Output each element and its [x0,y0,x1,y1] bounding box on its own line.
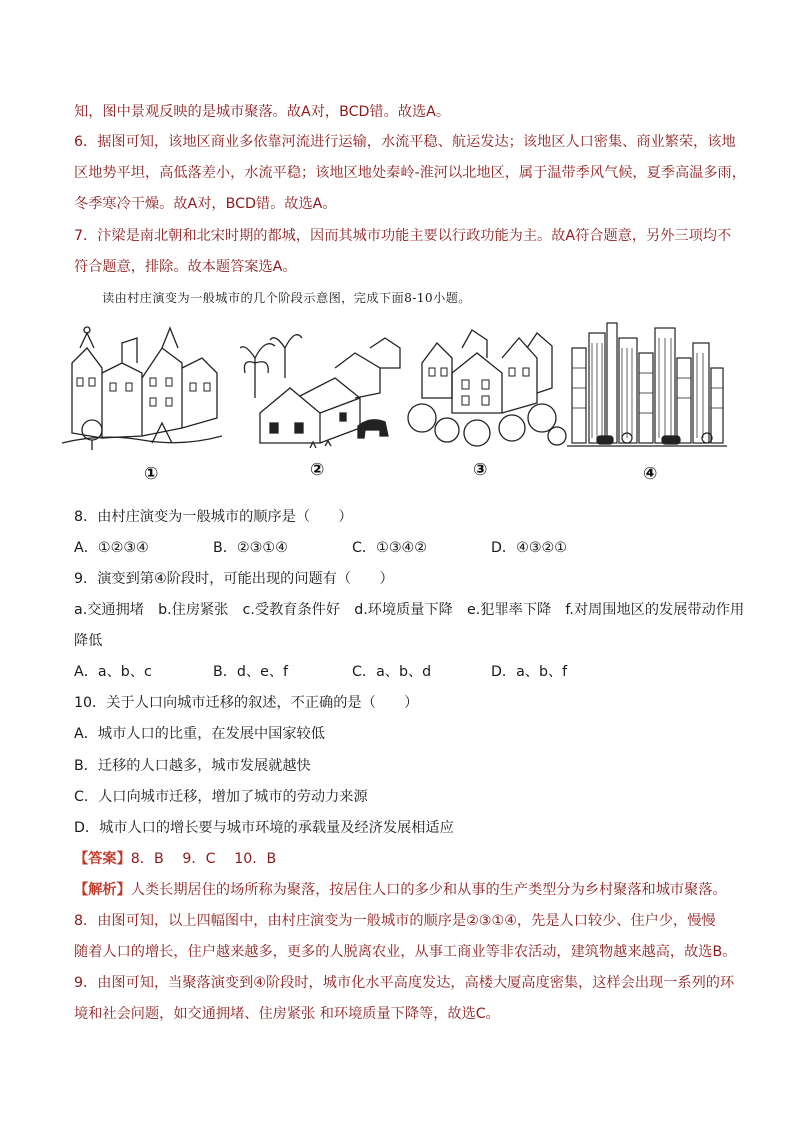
q9-option-c[interactable]: C．a、b、d [352,664,432,680]
q8-option-b[interactable]: B．②③①④ [213,540,288,556]
q10-option-d[interactable]: D．城市人口的增长要与城市环境的承载量及经济发展相适应 [74,820,454,836]
answer-tag: 【答案】 [74,851,131,867]
stage-3-figure [407,318,567,498]
village-sketch-icon [240,318,405,458]
explanation-q9-line-1: 9．由图可知，当聚落演变到④阶段时，城市化水平高度发达，高楼大厦高度密集，这样会出现一系列的环 [74,975,735,991]
figure-intro: 读由村庄演变为一般城市的几个阶段示意图，完成下面8-10小题。 [102,291,471,305]
explanation-q8-line-1: 8．由图可知，以上四幅图中，由村庄演变为一般城市的顺序是②③①④，先是人口较少、住户少，慢慢 [74,913,716,929]
q9-stem: 9．演变到第④阶段时，可能出现的问题有（ ） [74,571,394,587]
q8-option-c[interactable]: C．①③④② [352,540,427,556]
q9-option-b[interactable]: B．d、e、f [213,664,289,680]
stage-1-figure [62,318,222,498]
analysis-line-1: 知，图中景观反映的是城市聚落。故A对，BCD错。故选A。 [74,104,451,120]
stage-2-figure [240,318,400,498]
stage-4-figure [567,318,727,498]
q8-stem: 8．由村庄演变为一般城市的顺序是（ ） [74,509,353,525]
stage-label-3: ③ [473,460,488,480]
q10-option-a[interactable]: A．城市人口的比重，在发展中国家较低 [74,726,325,742]
explanation-line [74,880,727,900]
q8-option-d[interactable]: D．④③②① [491,540,567,556]
analysis-q6-line-1: 6．据图可知，该地区商业多依靠河流进行运输，水流平稳、航运发达；该地区人口密集、商业繁荣，该地 [74,134,736,150]
stage-label-1: ① [144,464,159,484]
q9-option-d[interactable]: D．a、b、f [491,664,568,680]
analysis-q7-line-2: 符合题意，排除。故本题答案选A。 [74,259,297,275]
q8-option-a[interactable]: A．①②③④ [74,540,149,556]
analysis-q7-line-1: 7．汴梁是南北朝和北宋时期的都城，因而其城市功能主要以行政功能为主。故A符合题意，另外三项均不 [74,228,732,244]
q10-option-b[interactable]: B．迁移的人口越多，城市发展就越快 [74,758,311,774]
explanation-q9-line-2: 境和社会问题，如交通拥堵、住房紧张 和环境质量下降等，故选C。 [74,1006,500,1022]
analysis-q6-line-3: 冬季寒冷干燥。故A对，BCD错。故选A。 [74,196,337,212]
q9-option-a[interactable]: A．a、b、c [74,664,152,680]
stage-label-4: ④ [643,464,658,484]
explanation-text: 人类长期居住的场所称为聚落，按居住人口的多少和从事的生产类型分为乡村聚落和城市聚落。 [130,882,727,898]
q9-items-line-1: a.交通拥堵 b.住房紧张 c.受教育条件好 d.环境质量下降 e.犯罪率下降 f.对周围地区的发展带动作用 [74,602,745,618]
city-skyline-icon [567,318,727,458]
town-sketch-icon [62,318,222,458]
q9-items-line-2: 降低 [74,633,103,649]
q10-stem: 10．关于人口向城市迁移的叙述，不正确的是（ ） [74,695,419,711]
q10-option-c[interactable]: C．人口向城市迁移，增加了城市的劳动力来源 [74,789,368,805]
answer-text: 8．B 9．C 10．B [130,851,277,867]
answer-line [74,849,724,869]
stage-label-2: ② [310,460,325,480]
analysis-q6-line-2: 区地势平坦，高低落差小，水流平稳；该地区地处秦岭-淮河以北地区，属于温带季风气候，夏季高温多雨， [74,165,746,181]
explanation-q8-line-2: 随着人口的增长，住户越来越多，更多的人脱离农业，从事工商业等非农活动，建筑物越来越高，故选B。 [74,944,737,960]
explanation-tag: 【解析】 [74,882,131,898]
settlement-evolution-figure [62,318,732,498]
suburb-sketch-icon [407,318,567,458]
